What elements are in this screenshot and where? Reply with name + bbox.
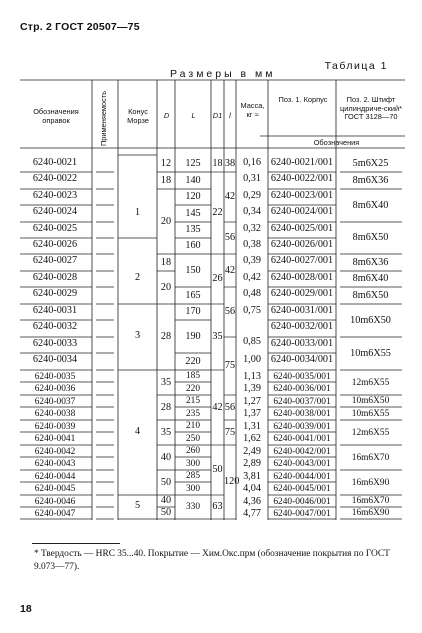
pos1-cell: 6240-0046/001	[273, 497, 331, 507]
designation-cell: 6240-0031	[32, 305, 78, 316]
L-cell: 300	[185, 458, 201, 469]
designation-cell: 6240-0039	[34, 422, 76, 432]
pos2-cell: 8m6X40	[352, 273, 389, 284]
designation-cell: 6240-0045	[34, 484, 76, 494]
mass-cell: 2,89	[243, 458, 261, 469]
pos2-cell: 12m6X55	[351, 377, 390, 388]
designation-cell: 6240-0038	[34, 409, 76, 419]
designation-cell: 6240-0041	[34, 434, 76, 444]
pos1-cell: 6240-0039/001	[273, 422, 331, 432]
pos1-cell: 6240-0032/001	[270, 321, 334, 332]
mass-cell: 0,48	[243, 288, 261, 299]
D-cell: 20	[160, 215, 172, 227]
designation-cell: 6240-0042	[34, 447, 76, 457]
l-cell: 56	[224, 232, 236, 243]
L-cell: 150	[185, 264, 201, 276]
L-cell: 250	[185, 433, 201, 444]
l-cell: 120	[224, 476, 240, 487]
pos2-cell: 16m6X70	[351, 496, 390, 506]
L-cell: 160	[185, 240, 201, 251]
mass-cell: 0,42	[243, 272, 261, 283]
header-D1: D1	[212, 111, 223, 120]
l-cell: 42	[224, 264, 236, 276]
mass-cell: 0,31	[243, 173, 261, 184]
designation-cell: 6240-0034	[32, 354, 78, 365]
table-caption: Размеры в мм	[170, 68, 276, 80]
D-cell: 40	[160, 495, 172, 506]
mass-cell: 1,31	[243, 421, 261, 432]
pos2-cell: 10m6X50	[350, 314, 391, 326]
l-cell: 75	[224, 426, 236, 438]
pos1-cell: 6240-0022/001	[270, 173, 334, 184]
pos2-cell: 5m6X25	[352, 158, 389, 169]
designation-cell: 6240-0025	[32, 223, 78, 234]
L-cell: 215	[185, 396, 201, 406]
L-cell: 145	[185, 207, 201, 219]
pos1-cell: 6240-0042/001	[273, 447, 331, 457]
L-cell: 300	[185, 483, 201, 494]
pos1-cell: 6240-0025/001	[270, 223, 334, 234]
L-cell: 220	[185, 383, 201, 394]
L-cell: 165	[185, 289, 201, 301]
morse-cell: 5	[134, 500, 141, 511]
designation-cell: 6240-0032	[32, 321, 78, 332]
pos1-cell: 6240-0024/001	[270, 206, 334, 217]
l-cell: 56	[224, 401, 236, 413]
mass-cell: 4,04	[243, 483, 261, 494]
pos2-cell: 8m6X40	[352, 199, 389, 211]
L-cell: 170	[185, 306, 201, 317]
pos2-cell: 8m6X36	[352, 256, 389, 268]
mass-cell: 1,39	[243, 383, 261, 394]
morse-cell: 2	[134, 272, 141, 283]
pos1-cell: 6240-0026/001	[270, 239, 334, 250]
morse-cell: 1	[134, 206, 141, 218]
footnote: * Твердость — HRC 35...40. Покрытие — Хим.Окс.прм (обозначение покрытия по ГОСТ 9.073—77).	[34, 549, 390, 572]
mass-cell: 0,34	[243, 206, 261, 217]
designation-cell: 6240-0037	[34, 397, 76, 407]
header-pos2: Поз. 2. Штифт цилиндриче-ский* ГОСТ 3128—70	[340, 95, 402, 122]
designation-cell: 6240-0023	[32, 190, 78, 201]
header-designations-sub: Обозначения	[313, 138, 360, 147]
designation-cell: 6240-0024	[32, 206, 78, 217]
mass-cell: 0,39	[243, 255, 261, 266]
header-designation: Обозначения оправок	[33, 107, 79, 125]
D-cell: 12	[160, 158, 172, 169]
pos2-cell: 16m6X90	[351, 508, 390, 518]
l-cell: 42	[224, 191, 236, 202]
pos1-cell: 6240-0027/001	[270, 255, 334, 266]
mass-cell: 1,00	[243, 354, 261, 365]
pos1-cell: 6240-0044/001	[273, 472, 331, 482]
designation-cell: 6240-0033	[32, 338, 78, 349]
L-cell: 120	[185, 191, 201, 202]
L-cell: 210	[185, 421, 201, 431]
L-cell: 235	[185, 408, 201, 419]
D1-cell: 22	[212, 207, 223, 218]
mass-cell: 0,29	[243, 190, 261, 201]
designation-cell: 6240-0046	[34, 497, 76, 507]
designation-cell: 6240-0027	[32, 255, 78, 266]
header-pos1: Поз. 1. Корпус	[278, 95, 328, 104]
D1-cell: 35	[212, 331, 223, 342]
pos2-cell: 12m6X55	[351, 427, 390, 438]
pos1-cell: 6240-0038/001	[273, 409, 331, 419]
L-cell: 125	[185, 158, 201, 169]
mass-cell: 1,37	[243, 408, 261, 419]
mass-cell: 1,13	[243, 371, 261, 382]
l-cell: 75	[224, 360, 236, 371]
designation-cell: 6240-0047	[34, 509, 76, 519]
l-cell: 56	[224, 306, 236, 317]
mass-cell: 2,49	[243, 446, 261, 457]
D1-cell: 26	[212, 273, 223, 284]
pos2-cell: 8m6X50	[352, 232, 389, 243]
l-cell: 38	[224, 158, 236, 169]
L-cell: 330	[185, 502, 201, 512]
mass-cell: 0,32	[243, 223, 261, 234]
mass-cell: 0,38	[243, 239, 261, 250]
pos1-cell: 6240-0036/001	[273, 384, 331, 394]
designation-cell: 6240-0035	[34, 372, 76, 382]
header-L: L	[191, 111, 196, 120]
mass-cell: 1,27	[243, 396, 261, 407]
L-cell: 220	[185, 355, 201, 367]
pos2-cell: 10m6X50	[351, 396, 390, 406]
designation-cell: 6240-0029	[32, 288, 78, 299]
pos1-cell: 6240-0023/001	[270, 190, 334, 201]
L-cell: 135	[185, 224, 201, 235]
pos1-cell: 6240-0041/001	[273, 434, 331, 444]
header-D: D	[163, 111, 170, 120]
pos2-cell: 10m6X55	[351, 408, 390, 419]
L-cell: 190	[185, 330, 201, 342]
pos1-cell: 6240-0043/001	[273, 459, 331, 469]
designation-cell: 6240-0036	[34, 384, 76, 394]
designation-cell: 6240-0022	[32, 173, 78, 184]
D1-cell: 18	[212, 158, 223, 169]
pos1-cell: 6240-0035/001	[273, 372, 331, 382]
D-cell: 35	[160, 426, 172, 438]
D-cell: 40	[160, 451, 172, 463]
pos1-cell: 6240-0037/001	[273, 397, 331, 407]
pos2-cell: 8m6X36	[352, 174, 389, 186]
page-number: 18	[20, 603, 32, 615]
D-cell: 18	[160, 256, 172, 268]
header-applicability: Применяемость	[99, 90, 108, 146]
designation-cell: 6240-0026	[32, 239, 78, 250]
pos2-cell: 16m6X70	[351, 452, 390, 463]
designation-cell: 6240-0044	[34, 472, 76, 482]
morse-cell: 3	[134, 330, 141, 341]
mass-cell: 3,81	[243, 471, 261, 482]
pos2-cell: 8m6X50	[352, 289, 389, 301]
header-mass: Масса, кг ≈	[240, 101, 265, 119]
D1-cell: 42	[212, 401, 223, 413]
mass-cell: 0,85	[243, 335, 261, 347]
pos1-cell: 6240-0045/001	[273, 484, 331, 494]
pos1-cell: 6240-0034/001	[270, 354, 334, 365]
designation-cell: 6240-0043	[34, 459, 76, 469]
morse-cell: 4	[134, 425, 141, 437]
D-cell: 50	[160, 476, 172, 488]
L-cell: 285	[185, 471, 201, 481]
header-morse: Конус Морзе	[127, 107, 149, 125]
D-cell: 20	[160, 281, 172, 293]
table-number: Таблица 1	[324, 60, 388, 72]
header-l: l	[229, 111, 231, 120]
D-cell: 28	[160, 331, 172, 342]
mass-cell: 0,16	[243, 157, 261, 168]
pos1-cell: 6240-0033/001	[270, 338, 334, 349]
pos1-cell: 6240-0031/001	[270, 305, 334, 316]
pos1-cell: 6240-0047/001	[273, 509, 331, 519]
D-cell: 35	[160, 376, 172, 388]
mass-cell: 4,77	[243, 508, 261, 519]
D-cell: 50	[160, 507, 172, 518]
pos2-cell: 16m6X90	[351, 477, 390, 488]
D-cell: 18	[160, 174, 172, 186]
footnote-rule	[32, 543, 120, 544]
L-cell: 260	[185, 446, 201, 456]
pos1-cell: 6240-0021/001	[270, 157, 334, 168]
mass-cell: 4,36	[243, 496, 261, 507]
L-cell: 140	[185, 174, 201, 186]
designation-cell: 6240-0028	[32, 272, 78, 283]
D1-cell: 50	[212, 464, 223, 475]
pos1-cell: 6240-0029/001	[270, 288, 334, 299]
pos2-cell: 10m6X55	[350, 347, 391, 359]
designation-cell: 6240-0021	[32, 157, 78, 168]
mass-cell: 0,75	[243, 305, 261, 316]
D1-cell: 63	[212, 501, 223, 512]
mass-cell: 1,62	[243, 433, 261, 444]
L-cell: 185	[185, 371, 201, 381]
page-header: Стр. 2 ГОСТ 20507—75	[20, 21, 140, 33]
D-cell: 28	[160, 401, 172, 413]
pos1-cell: 6240-0028/001	[270, 272, 334, 283]
